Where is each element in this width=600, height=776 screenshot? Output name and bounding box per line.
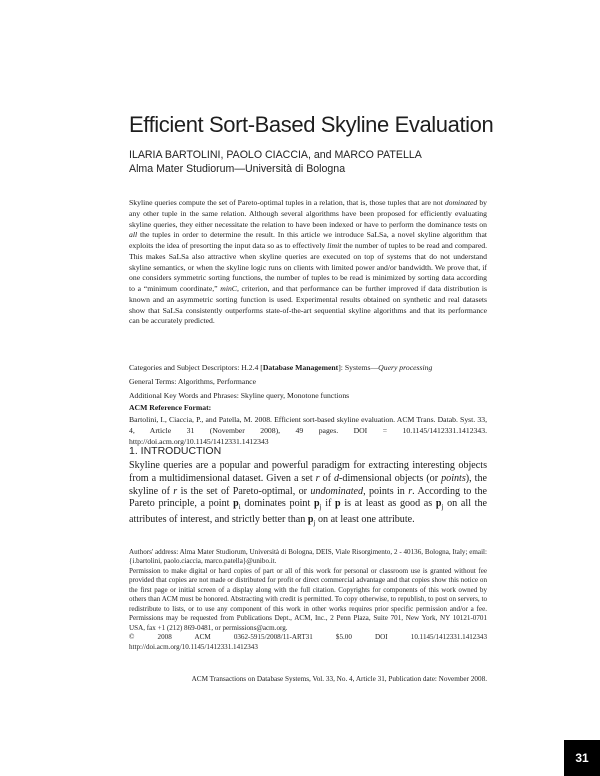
math-subscript: j <box>441 503 444 512</box>
intro-text: on at least one attribute. <box>315 514 415 526</box>
intro-text: ), the skyline of <box>129 472 487 497</box>
math-p: p <box>313 498 320 510</box>
footnote-permission: Permission to make digital or hard copies of part or all of this work for personal or classroom use is granted without fee provided that copies are not made or distributed for profit or direct commercial advantage and that copies show this notice on the first page or initial screen of a display along with the full citation. Copyrights for components of this work owned by others than ACM must be honored. Abstracting with credit is permitted. To copy otherwise, to republish, to post on servers, to redistribute to lists, or to use any component of this work in other works requires prior specific permission and/or a fee. Permissions may be requested from Publications Dept., ACM, Inc., 2 Penn Plaza, Suite 701, New York, NY 10121-0701 USA, fax +1 (212) 869-0481, or permissions@acm.org. <box>129 566 487 632</box>
intro-text: dominates point <box>240 498 314 510</box>
reference-text: Bartolini, I., Ciaccia, P., and Patella, M. 2008. Efficient sort-based skyline evaluation. ACM Trans. Datab. Syst. 33, 4, Article 31 (November 2008), 49 pages. DOI = 10.1145/1412331.1412343. http://doi.acm.org/10.1145/1412331.1412343 <box>129 415 487 446</box>
intro-em: undominated <box>310 485 364 497</box>
math-p: p <box>335 498 341 510</box>
math-p: p <box>435 498 442 510</box>
math-r: r <box>315 472 320 484</box>
footnote <box>129 548 487 652</box>
footnote-copyright: © 2008 ACM 0362-5915/2008/11-ART31 $5.00 DOI 10.1145/1412331.1412343 http://doi.acm.org/10.1145/1412331.1412343 <box>129 633 487 651</box>
categories-prefix: Categories and Subject Descriptors: H.2.4 [ <box>129 363 263 372</box>
math-subscript: j <box>313 519 316 528</box>
affiliation: Alma Mater Studiorum—Università di Bologna <box>129 163 346 175</box>
intro-text: on all the attributes of interest, and strictly better than <box>129 498 487 526</box>
categories-middle: ]: Systems— <box>338 363 379 372</box>
intro-text: if <box>321 498 336 510</box>
intro-text: of <box>319 472 334 484</box>
journal-line: ACM Transactions on Database Systems, Vol. 33, No. 4, Article 31, Publication date: November 2008. <box>191 675 487 683</box>
categories-bold: Database Management <box>262 363 339 372</box>
abstract-em-4: minC <box>220 284 237 293</box>
math-subscript: i <box>238 503 241 512</box>
abstract-text-2: by any other tuple in the same relation. Although several algorithms have been proposed for efficiently evaluating skyline queries, they either necessitate the relation to have been indexed or have to perform the dominance tests on <box>129 198 487 229</box>
page-number: 31 <box>575 751 589 765</box>
footnote-address: Authors' address: Alma Mater Studiorum, Università di Bologna, DEIS, Viale Risorgimento, 2 - 40136, Bologna, Italy; email: {i.bartolini, paolo.ciaccia, marco.patella}@unibo.it. <box>129 548 487 566</box>
abstract-text-4: the number of tuples to be read and compared. This makes SaLSa also attractive when skyline queries are executed on top of systems that do not understand skyline semantics, or when the skyline logic runs on clients with limited power and/or bandwidth. We prove that, if one considers symmetric sorting functions, the number of tuples to be read is minimized by sorting data according to a “minimum coordinate,” <box>129 241 487 293</box>
math-p: p <box>233 498 239 510</box>
intro-paragraph <box>129 460 487 530</box>
intro-text: Skyline queries are a popular and powerful paradigm for extracting interesting objects from a multidimensional dataset. Given a set <box>129 460 487 484</box>
intro-text: is at least as good as <box>340 498 436 510</box>
intro-em: points <box>441 472 466 484</box>
page-number-tab <box>564 740 600 776</box>
categories-em: Query processing <box>378 363 433 372</box>
intro-text: -dimensional objects (or <box>339 472 442 484</box>
abstract-text-3: the tuples in order to determine the result. In this article we introduce SaLSa, a novel skyline algorithm that exploits the idea of presorting the input data so as to effectively <box>129 230 487 250</box>
abstract-text-1: Skyline queries compute the set of Pareto-optimal tuples in a relation, that is, those tuples that are not <box>129 198 445 207</box>
general-terms: General Terms: Algorithms, Performance <box>129 377 256 386</box>
intro-text: is the set of Pareto-optimal, or <box>177 485 311 497</box>
abstract-em-3: limit <box>327 241 342 250</box>
reference-heading: ACM Reference Format: <box>129 403 212 412</box>
abstract <box>129 198 487 327</box>
abstract-em-1: dominated <box>444 198 478 207</box>
categories-line <box>129 363 487 374</box>
abstract-text-5: , criterion, and that performance can be further improved if data distribution is known and an asymmetric sorting function is used. Experimental results obtained on synthetic and real datasets show that SaLSa consistently outperforms state-of-the-art sequential skyline algorithms and that its performance can be accurately predicted. <box>129 284 487 326</box>
math-r: r <box>173 485 178 497</box>
intro-text: . According to the Pareto principle, a point <box>129 485 487 510</box>
math-p: p <box>307 514 314 526</box>
abstract-em-2: all <box>129 230 138 240</box>
math-subscript: j <box>319 503 322 512</box>
math-d: d <box>333 472 340 484</box>
author-names: ILARIA BARTOLINI, PAOLO CIACCIA, and MARCO PATELLA <box>129 149 422 161</box>
math-r: r <box>408 485 413 497</box>
intro-text: , points in <box>363 485 409 497</box>
section-heading: 1. INTRODUCTION <box>129 445 222 457</box>
keywords: Additional Key Words and Phrases: Skyline query, Monotone functions <box>129 391 350 400</box>
author-block <box>129 148 549 176</box>
paper-title: Efficient Sort-Based Skyline Evaluation <box>129 112 494 137</box>
